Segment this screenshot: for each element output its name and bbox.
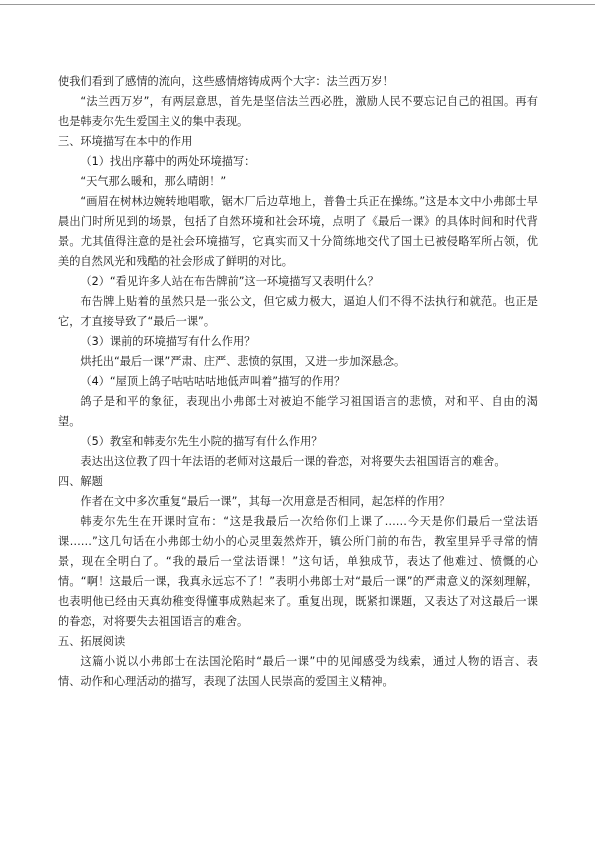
paragraph: “画眉在树林边婉转地唱歌，锯木厂后边草地上，普鲁士兵正在操练。”这是本文中小弗郎士早晨出门时所见到的场景，包括了自然环境和社会环境，点明了《最后一课》的具体时间和时代背景。尤其值得注意的是社会环境描写，它真实而又十分简练地交代了国土已被侵略军所占领，优美的自然风光和残酷的社会形成了鲜明的对比。 <box>58 195 538 268</box>
paragraph: 鸽子是和平的象征，表现出小弗郎士对被迫不能学习祖国语言的悲愤，对和平、自由的渴望。 <box>58 395 538 428</box>
paragraph: 韩麦尔先生在开课时宣布：“这是我最后一次给你们上课了……今天是你们最后一堂法语课……”这几句话在小弗郎士幼小的心灵里轰然炸开，镇公所门前的布告，教室里异乎寻常的情景，现在全明白了。“我的最后一堂法语课！”这句话，单独成节，表达了他难过、愤慨的心情。“啊！这最后一课，我真永远忘不了！”表明小弗郎士对“最后一课”的严肃意义的深刻理解，也表明他已经由天真幼稚变得懂事成熟起来了。重复出现，既紧扣课题，又表达了对这最后一课的眷恋，对将要失去祖国语言的难舍。 <box>58 515 538 628</box>
header-rule <box>0 4 595 5</box>
section-heading: 五、拓展阅读 <box>58 635 126 648</box>
sub-question: （5）教室和韩麦尔先生小院的描写有什么作用？ <box>80 435 323 448</box>
paragraph: 作者在文中多次重复“最后一课”，其每一次用意是否相同，起怎样的作用？ <box>80 495 450 508</box>
sub-question: （3）课前的环境描写有什么作用？ <box>80 335 256 348</box>
sub-question: （2）“看见许多人站在布告牌前”这一环境描写又表明什么？ <box>80 275 379 288</box>
paragraph: 布告牌上贴着的虽然只是一张公文，但它威力极大，逼迫人们不得不法执行和就范。也正是它，才直接导致了“最后一课”。 <box>58 295 538 328</box>
paragraph: 烘托出“最后一课”严肃、庄严、悲愤的氛围，又进一步加深悬念。 <box>80 355 406 368</box>
section-heading: 四、解题 <box>58 475 103 488</box>
paragraph: 这篇小说以小弗郎士在法国沦陷时“最后一课”中的见闻感受为线索，通过人物的语言、表情、动作和心理活动的描写，表现了法国人民崇高的爱国主义精神。 <box>58 655 538 688</box>
sub-question: （1）找出序幕中的两处环境描写： <box>80 155 256 168</box>
paragraph: “天气那么暖和，那么晴朗！” <box>80 175 227 188</box>
sub-question: （4）“屋顶上鸽子咕咕咕咕地低声叫着”描写的作用？ <box>80 375 346 388</box>
section-heading: 三、环境描写在本中的作用 <box>58 135 193 148</box>
paragraph: 表达出这位教了四十年法语的老师对这最后一课的眷恋，对将要失去祖国语言的难舍。 <box>80 455 506 468</box>
document-body <box>58 72 538 692</box>
paragraph: 使我们看到了感情的流向，这些感情熔铸成两个大字：法兰西万岁！ <box>58 75 394 88</box>
paragraph: “法兰西万岁”，有两层意思，首先是坚信法兰西必胜，激励人民不要忘记自己的祖国。再有也是韩麦尔先生爱国主义的集中表现。 <box>58 95 538 128</box>
